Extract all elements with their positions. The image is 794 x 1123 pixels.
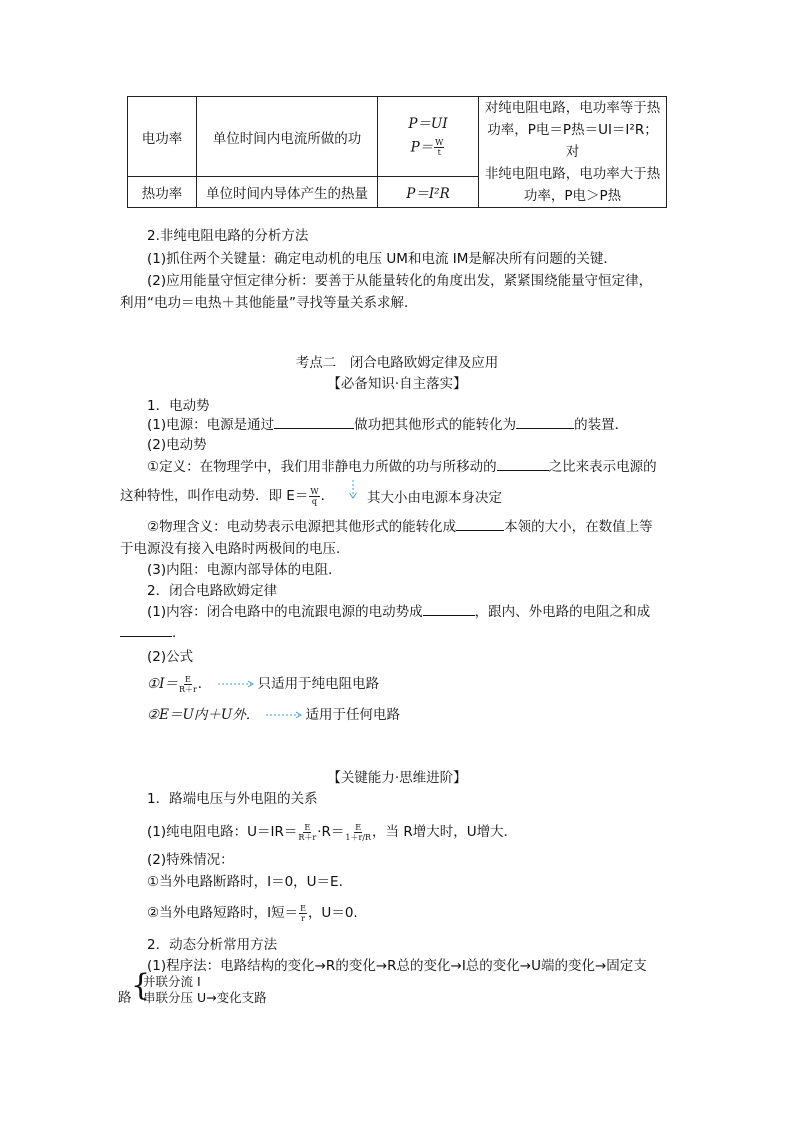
cell-power-note <box>479 97 667 208</box>
formula-text: ·R＝ <box>317 824 345 840</box>
fill-blank <box>274 416 354 429</box>
formula-p-w-over-t <box>382 138 474 157</box>
section-heading: 2.非纯电阻电路的分析方法 <box>147 228 309 244</box>
fraction <box>179 675 197 694</box>
text: 这种特性，叫作电动势．即 E＝ <box>120 488 309 504</box>
power-table <box>127 96 667 208</box>
cell-heat-power-formula: P＝I²R <box>378 177 479 208</box>
fraction-denominator: 1＋r/R <box>345 832 372 842</box>
fraction <box>309 487 319 506</box>
fraction-denominator: r <box>301 913 305 923</box>
note-line: 功率，P电＞P热 <box>523 188 622 204</box>
fraction-numerator: E <box>355 822 362 832</box>
text: (1)电源：电源是通过 <box>147 417 275 433</box>
brace-top-line: 并联分流 I <box>143 974 201 989</box>
text: ②物理含义：电动势表示电源把其他形式的能转化成 <box>147 519 457 535</box>
fraction <box>434 138 444 157</box>
fill-blank <box>120 624 172 637</box>
fraction-denominator: R＋r <box>178 684 197 694</box>
text: ，跟内、外电路的电阻之和成 <box>474 604 651 620</box>
formula-text: (1)纯电阻电路：U＝IR＝ <box>147 824 298 840</box>
cell-heat-power: 热功率 <box>128 177 197 208</box>
item-heading: 2．闭合电路欧姆定律 <box>147 583 278 599</box>
cell-electric-power-meaning: 单位时间内电流所做的功 <box>197 97 378 177</box>
section-subtitle: 【关键能力·思维进阶】 <box>327 770 467 786</box>
paragraph: (2)应用能量守恒定律分析：要善于从能量转化的角度出发，紧紧围绕能量守恒定律， <box>147 273 653 289</box>
fraction <box>298 823 316 842</box>
item-heading: 1．电动势 <box>147 398 210 414</box>
item-heading: 1．路端电压与外电阻的关系 <box>147 791 318 807</box>
formula-p-ui: P＝UI <box>408 116 448 132</box>
branch-label: 路 <box>118 990 132 1006</box>
formula-line <box>147 672 379 694</box>
fraction-numerator: E <box>300 903 306 913</box>
text: 本领的大小，在数值上等 <box>504 519 653 535</box>
text: 之比来表示电源的 <box>548 459 657 475</box>
fraction <box>345 823 371 842</box>
paragraph: 于电源没有接入电路时两极间的电压． <box>120 541 350 557</box>
paragraph: (2)电动势 <box>147 437 207 453</box>
formula-line <box>147 901 358 923</box>
formula-text: ①I＝ <box>147 676 178 692</box>
left-brace-icon: { <box>131 968 151 1003</box>
dashed-arrow-right-icon <box>218 680 256 688</box>
dashed-arrow-right-icon <box>266 711 304 719</box>
fraction-numerator: E <box>184 674 191 684</box>
note-line: 功率，P电＝P热＝UI＝I²R；对 <box>487 122 658 160</box>
note-line: 非纯电阻电路，电功率大于热 <box>484 166 661 182</box>
formula-text: ，当 R增大时，U增大． <box>372 824 518 840</box>
paragraph: 利用“电功＝电热＋其他能量”寻找等量关系求解． <box>120 295 418 311</box>
annotation-note: 适用于任何电路 <box>305 707 401 723</box>
paragraph: (3)内阻：电源内部导体的电阻． <box>147 562 342 578</box>
fraction <box>299 904 307 923</box>
paragraph: (2)公式 <box>147 649 194 665</box>
section-subtitle: 【必备知识·自主落实】 <box>327 376 467 392</box>
cell-electric-power: 电功率 <box>128 97 197 177</box>
fraction-numerator: W <box>435 138 444 147</box>
fraction-denominator: q <box>311 496 317 506</box>
formula-text: ，U＝0. <box>307 905 358 921</box>
formula-line <box>147 820 517 842</box>
paragraph: ①当外电路断路时，I＝0，U＝E. <box>147 874 343 890</box>
text: 做功把其他形式的能转化为 <box>354 417 517 433</box>
formula-text: ②当外电路短路时，I短＝ <box>147 905 299 921</box>
fill-blank <box>497 458 549 471</box>
formula-text: ②E＝U内＋U外． <box>147 707 260 723</box>
fraction-numerator: W <box>310 486 319 496</box>
fill-blank <box>516 416 574 429</box>
paragraph: (2)特殊情况： <box>147 852 234 868</box>
paragraph <box>147 600 650 620</box>
text: (1)内容：闭合电路中的电流跟电源的电动势成 <box>147 604 423 620</box>
paragraph: (1)抓住两个关键量：确定电动机的电压 UM和电流 IM是解决所有问题的关键． <box>147 251 617 267</box>
fill-blank <box>423 603 475 616</box>
paragraph: (1)程序法：电路结构的变化→R的变化→R总的变化→I总的变化→U端的变化→固定支 <box>147 958 647 974</box>
paragraph <box>147 455 657 475</box>
note-line: 对纯电阻电路，电功率等于热 <box>484 100 661 116</box>
formula-lhs: P＝ <box>410 139 434 156</box>
text: ． <box>172 625 186 641</box>
text: ①定义：在物理学中，我们用非静电力所做的功与所移动的 <box>147 459 497 475</box>
dashed-arrow-down-icon <box>347 479 359 503</box>
paragraph <box>120 484 334 506</box>
fraction-denominator: R＋r <box>298 832 317 842</box>
text: ． <box>197 676 212 692</box>
fraction-denominator: t <box>437 148 441 157</box>
paragraph <box>120 621 186 641</box>
fill-blank <box>456 518 504 531</box>
paragraph <box>147 413 628 433</box>
brace-bottom-line: 串联分压 U→变化支路 <box>143 990 267 1005</box>
text: 的装置． <box>574 417 629 433</box>
annotation-note: 只适用于纯电阻电路 <box>257 676 380 692</box>
cell-heat-power-meaning: 单位时间内导体产生的热量 <box>197 177 378 208</box>
fraction-numerator: E <box>304 822 311 832</box>
annotation-note: 其大小由电源本身决定 <box>367 490 502 506</box>
item-heading: 2．动态分析常用方法 <box>147 937 278 953</box>
section-title: 考点二 闭合电路欧姆定律及应用 <box>295 355 499 371</box>
paragraph <box>147 515 653 535</box>
cell-electric-power-formula <box>378 97 479 177</box>
text: ． <box>320 488 335 504</box>
formula-line <box>147 703 400 723</box>
